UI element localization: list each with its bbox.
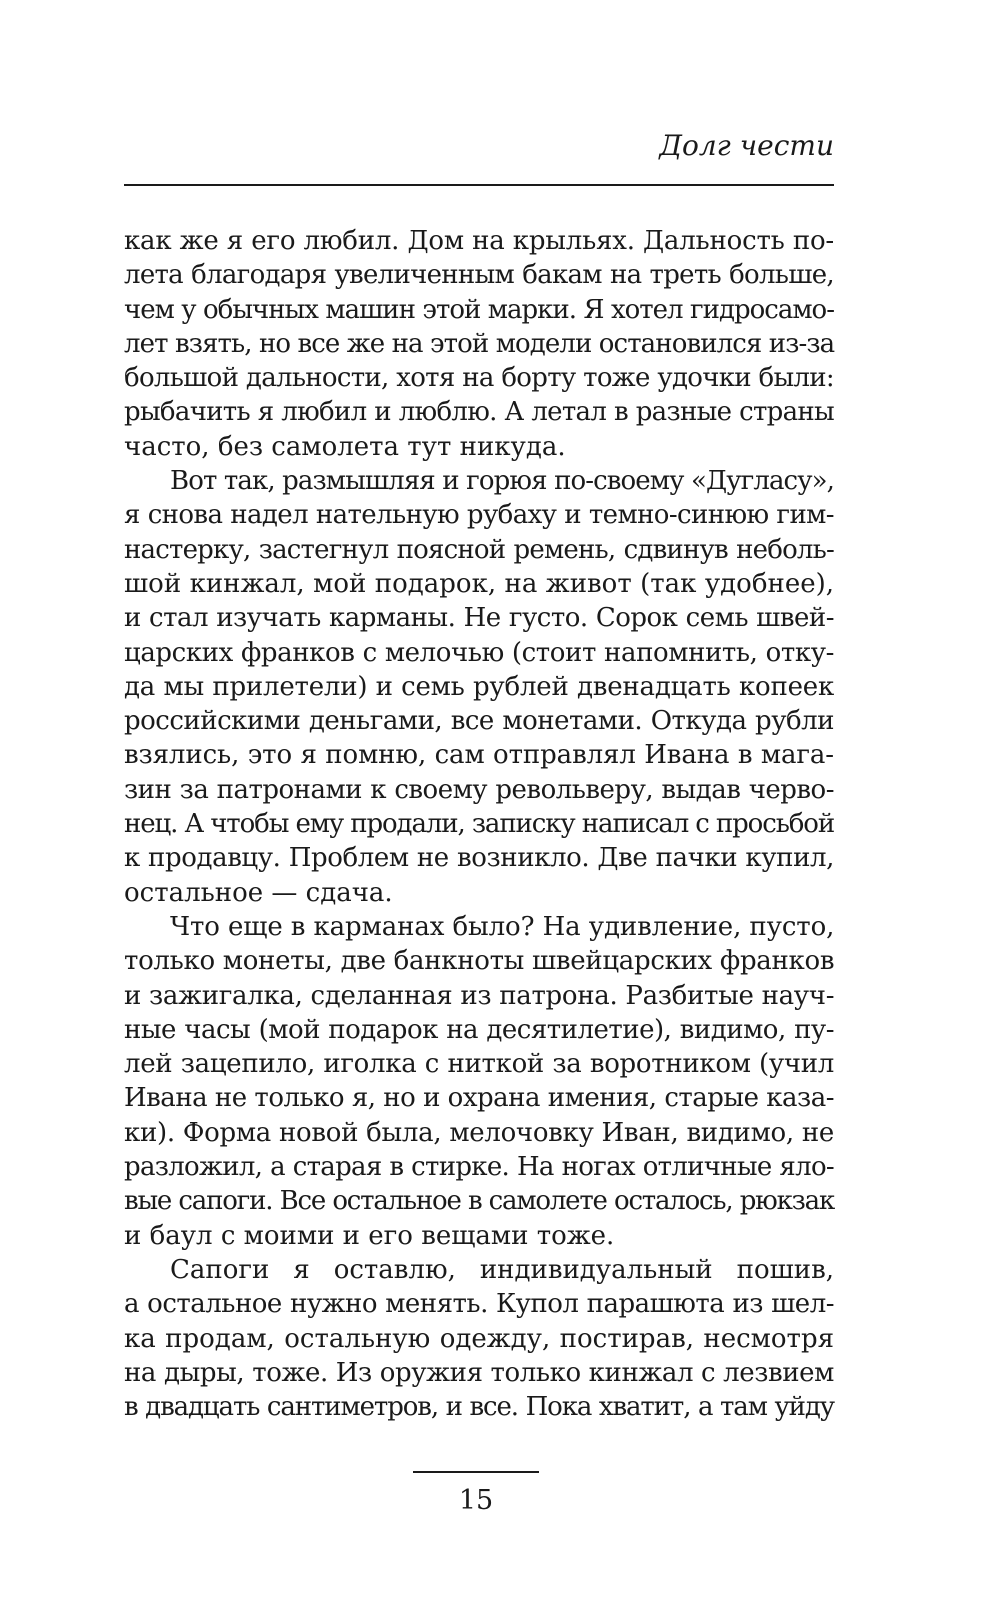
running-head: Долг чести <box>659 129 834 162</box>
text-line: ки). Форма новой была, мелочовку Иван, видимо, не <box>124 1117 834 1148</box>
text-line: Вот так, размышляя и горюя по-своему «Дугласу», <box>170 466 834 497</box>
text-line: а остальное нужно менять. Купол парашюта из шел- <box>124 1289 834 1320</box>
text-line: взялись, это я помню, сам отправлял Ивана в мага- <box>124 740 834 771</box>
text-line: царских франков с мелочью (стоит напомнить, отку- <box>124 637 834 668</box>
text-line: лей зацепило, иголка с ниткой за воротником (учил <box>124 1049 834 1080</box>
text-line: Что еще в карманах было? На удивление, пусто, <box>170 911 835 942</box>
text-line: Сапоги я оставлю, индивидуальный пошив, <box>170 1254 834 1285</box>
text-line: на дыры, тоже. Из оружия только кинжал с лезвием <box>124 1357 834 1388</box>
text-line: рыбачить я любил и люблю. А летал в разные страны <box>124 397 834 428</box>
text-line: российскими деньгами, все монетами. Откуда рубли <box>124 706 834 737</box>
text-line: шой кинжал, мой подарок, на живот (так удобнее), <box>124 568 834 599</box>
text-line: и стал изучать карманы. Не густо. Сорок семь швей- <box>124 603 834 634</box>
text-line: часто, без самолета тут никуда. <box>124 431 566 462</box>
body-text <box>124 224 834 1424</box>
text-line: большой дальности, хотя на борту тоже удочки были: <box>124 363 834 394</box>
text-line: и зажигалка, сделанная из патрона. Разбитые науч- <box>124 980 835 1011</box>
footer-rule <box>413 1471 539 1473</box>
text-line: лета благодаря увеличенным бакам на треть больше, <box>124 260 834 291</box>
text-line: ные часы (мой подарок на десятилетие), видимо, пу- <box>124 1014 834 1045</box>
text-line: зин за патронами к своему револьверу, выдав черво- <box>124 774 834 805</box>
text-line: вые сапоги. Все остальное в самолете осталось, рюкзак <box>124 1186 834 1217</box>
text-line: настерку, застегнул поясной ремень, сдвинув неболь- <box>124 534 834 565</box>
text-line: ка продам, остальную одежду, постирав, несмотря <box>124 1323 834 1354</box>
text-line: да мы прилетели) и семь рублей двенадцать копеек <box>124 671 834 702</box>
text-line: разложил, а старая в стирке. На ногах отличные яло- <box>124 1152 834 1183</box>
text-line: нец. А чтобы ему продали, записку написал с просьбой <box>124 809 835 840</box>
text-line: остальное — сдача. <box>124 877 393 908</box>
text-line: как же я его любил. Дом на крыльях. Дальность по- <box>124 226 834 256</box>
text-line: лет взять, но все же на этой модели остановился из-за <box>124 328 835 359</box>
header-rule <box>124 184 834 186</box>
text-line: я снова надел нательную рубаху и темно-синюю гим- <box>124 500 834 531</box>
text-line: Ивана не только я, но и охрана имения, старые каза- <box>124 1083 834 1114</box>
text-line: чем у обычных машин этой марки. Я хотел гидросамо- <box>124 294 834 325</box>
text-line: и баул с моими и его вещами тоже. <box>124 1220 615 1251</box>
page-number: 15 <box>458 1485 494 1516</box>
text-line: к продавцу. Проблем не возникло. Две пачки купил, <box>124 843 834 874</box>
text-line: только монеты, две банкноты швейцарских франков <box>124 946 835 977</box>
text-line: в двадцать сантиметров, и все. Пока хватит, а там уйду <box>124 1392 834 1423</box>
